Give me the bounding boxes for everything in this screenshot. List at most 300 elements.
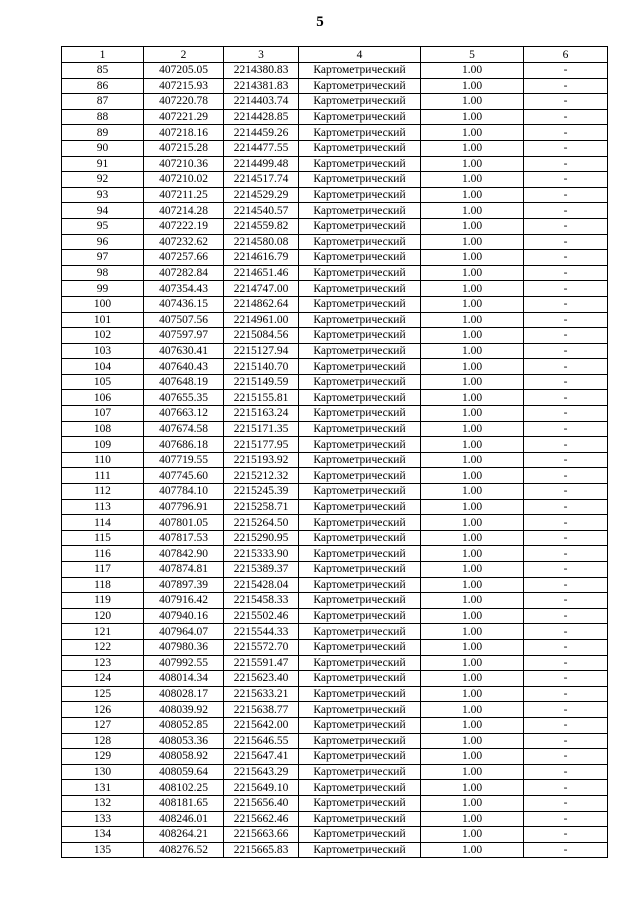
method-cell: Картометрический xyxy=(299,312,421,328)
accuracy-cell: 1.00 xyxy=(421,328,524,344)
note-cell: - xyxy=(524,312,608,328)
note-cell: - xyxy=(524,265,608,281)
method-cell: Картометрический xyxy=(299,421,421,437)
y-coordinate-cell: 2215646.55 xyxy=(224,733,299,749)
x-coordinate-cell: 407507.56 xyxy=(144,312,224,328)
accuracy-cell: 1.00 xyxy=(421,515,524,531)
y-coordinate-cell: 2214428.85 xyxy=(224,109,299,125)
x-coordinate-cell: 407801.05 xyxy=(144,515,224,531)
note-cell: - xyxy=(524,437,608,453)
table-row xyxy=(62,125,608,141)
point-number-cell: 107 xyxy=(62,406,144,422)
table-row xyxy=(62,140,608,156)
x-coordinate-cell: 407222.19 xyxy=(144,218,224,234)
x-coordinate-cell: 407648.19 xyxy=(144,374,224,390)
column-header: 2 xyxy=(144,47,224,63)
y-coordinate-cell: 2214559.82 xyxy=(224,218,299,234)
note-cell: - xyxy=(524,530,608,546)
x-coordinate-cell: 407221.29 xyxy=(144,109,224,125)
method-cell: Картометрический xyxy=(299,655,421,671)
accuracy-cell: 1.00 xyxy=(421,140,524,156)
point-number-cell: 128 xyxy=(62,733,144,749)
note-cell: - xyxy=(524,109,608,125)
x-coordinate-cell: 407630.41 xyxy=(144,343,224,359)
table-body xyxy=(62,63,608,858)
note-cell: - xyxy=(524,608,608,624)
point-number-cell: 85 xyxy=(62,63,144,79)
note-cell: - xyxy=(524,546,608,562)
x-coordinate-cell: 408039.92 xyxy=(144,702,224,718)
method-cell: Картометрический xyxy=(299,63,421,79)
table-row xyxy=(62,265,608,281)
y-coordinate-cell: 2215502.46 xyxy=(224,608,299,624)
y-coordinate-cell: 2215665.83 xyxy=(224,842,299,858)
point-number-cell: 87 xyxy=(62,94,144,110)
accuracy-cell: 1.00 xyxy=(421,187,524,203)
accuracy-cell: 1.00 xyxy=(421,296,524,312)
table-row xyxy=(62,842,608,858)
column-header: 1 xyxy=(62,47,144,63)
y-coordinate-cell: 2214529.29 xyxy=(224,187,299,203)
point-number-cell: 91 xyxy=(62,156,144,172)
method-cell: Картометрический xyxy=(299,359,421,375)
accuracy-cell: 1.00 xyxy=(421,94,524,110)
note-cell: - xyxy=(524,172,608,188)
method-cell: Картометрический xyxy=(299,577,421,593)
y-coordinate-cell: 2214961.00 xyxy=(224,312,299,328)
table-row xyxy=(62,296,608,312)
table-row xyxy=(62,749,608,765)
table-row xyxy=(62,639,608,655)
table-row xyxy=(62,234,608,250)
x-coordinate-cell: 407436.15 xyxy=(144,296,224,312)
point-number-cell: 95 xyxy=(62,218,144,234)
table-row xyxy=(62,624,608,640)
accuracy-cell: 1.00 xyxy=(421,218,524,234)
table-row xyxy=(62,530,608,546)
point-number-cell: 100 xyxy=(62,296,144,312)
point-number-cell: 88 xyxy=(62,109,144,125)
column-header: 5 xyxy=(421,47,524,63)
x-coordinate-cell: 407205.05 xyxy=(144,63,224,79)
point-number-cell: 124 xyxy=(62,671,144,687)
x-coordinate-cell: 408052.85 xyxy=(144,717,224,733)
note-cell: - xyxy=(524,733,608,749)
point-number-cell: 134 xyxy=(62,827,144,843)
note-cell: - xyxy=(524,795,608,811)
method-cell: Картометрический xyxy=(299,749,421,765)
note-cell: - xyxy=(524,749,608,765)
table-row xyxy=(62,156,608,172)
note-cell: - xyxy=(524,234,608,250)
method-cell: Картометрический xyxy=(299,639,421,655)
method-cell: Картометрический xyxy=(299,437,421,453)
method-cell: Картометрический xyxy=(299,795,421,811)
x-coordinate-cell: 407897.39 xyxy=(144,577,224,593)
accuracy-cell: 1.00 xyxy=(421,764,524,780)
x-coordinate-cell: 407354.43 xyxy=(144,281,224,297)
accuracy-cell: 1.00 xyxy=(421,842,524,858)
method-cell: Картометрический xyxy=(299,109,421,125)
accuracy-cell: 1.00 xyxy=(421,546,524,562)
accuracy-cell: 1.00 xyxy=(421,437,524,453)
x-coordinate-cell: 407686.18 xyxy=(144,437,224,453)
y-coordinate-cell: 2215649.10 xyxy=(224,780,299,796)
table-row xyxy=(62,109,608,125)
method-cell: Картометрический xyxy=(299,499,421,515)
accuracy-cell: 1.00 xyxy=(421,109,524,125)
table-row xyxy=(62,811,608,827)
table-row xyxy=(62,172,608,188)
y-coordinate-cell: 2215647.41 xyxy=(224,749,299,765)
x-coordinate-cell: 407796.91 xyxy=(144,499,224,515)
page-number: 5 xyxy=(316,14,324,30)
method-cell: Картометрический xyxy=(299,406,421,422)
note-cell: - xyxy=(524,842,608,858)
point-number-cell: 123 xyxy=(62,655,144,671)
point-number-cell: 101 xyxy=(62,312,144,328)
y-coordinate-cell: 2215149.59 xyxy=(224,374,299,390)
table-row xyxy=(62,312,608,328)
point-number-cell: 119 xyxy=(62,593,144,609)
column-header: 4 xyxy=(299,47,421,63)
point-number-cell: 116 xyxy=(62,546,144,562)
accuracy-cell: 1.00 xyxy=(421,63,524,79)
accuracy-cell: 1.00 xyxy=(421,608,524,624)
x-coordinate-cell: 407964.07 xyxy=(144,624,224,640)
method-cell: Картометрический xyxy=(299,546,421,562)
y-coordinate-cell: 2214403.74 xyxy=(224,94,299,110)
note-cell: - xyxy=(524,515,608,531)
note-cell: - xyxy=(524,468,608,484)
table-row xyxy=(62,218,608,234)
x-coordinate-cell: 407257.66 xyxy=(144,250,224,266)
x-coordinate-cell: 408264.21 xyxy=(144,827,224,843)
y-coordinate-cell: 2215171.35 xyxy=(224,421,299,437)
y-coordinate-cell: 2215258.71 xyxy=(224,499,299,515)
point-number-cell: 114 xyxy=(62,515,144,531)
point-number-cell: 105 xyxy=(62,374,144,390)
accuracy-cell: 1.00 xyxy=(421,671,524,687)
y-coordinate-cell: 2214616.79 xyxy=(224,250,299,266)
note-cell: - xyxy=(524,390,608,406)
accuracy-cell: 1.00 xyxy=(421,562,524,578)
method-cell: Картометрический xyxy=(299,780,421,796)
coordinates-table xyxy=(61,46,608,858)
x-coordinate-cell: 407215.93 xyxy=(144,78,224,94)
table-row xyxy=(62,499,608,515)
accuracy-cell: 1.00 xyxy=(421,827,524,843)
x-coordinate-cell: 407210.02 xyxy=(144,172,224,188)
y-coordinate-cell: 2215643.29 xyxy=(224,764,299,780)
note-cell: - xyxy=(524,78,608,94)
table-row xyxy=(62,359,608,375)
note-cell: - xyxy=(524,484,608,500)
table-row xyxy=(62,452,608,468)
method-cell: Картометрический xyxy=(299,686,421,702)
table-row xyxy=(62,608,608,624)
accuracy-cell: 1.00 xyxy=(421,624,524,640)
point-number-cell: 97 xyxy=(62,250,144,266)
table-row xyxy=(62,390,608,406)
x-coordinate-cell: 407655.35 xyxy=(144,390,224,406)
y-coordinate-cell: 2215656.40 xyxy=(224,795,299,811)
table-row xyxy=(62,577,608,593)
note-cell: - xyxy=(524,671,608,687)
point-number-cell: 98 xyxy=(62,265,144,281)
table-row xyxy=(62,94,608,110)
note-cell: - xyxy=(524,250,608,266)
method-cell: Картометрический xyxy=(299,717,421,733)
point-number-cell: 132 xyxy=(62,795,144,811)
accuracy-cell: 1.00 xyxy=(421,172,524,188)
point-number-cell: 129 xyxy=(62,749,144,765)
method-cell: Картометрический xyxy=(299,390,421,406)
table-row xyxy=(62,515,608,531)
y-coordinate-cell: 2215084.56 xyxy=(224,328,299,344)
note-cell: - xyxy=(524,374,608,390)
x-coordinate-cell: 408028.17 xyxy=(144,686,224,702)
x-coordinate-cell: 408014.34 xyxy=(144,671,224,687)
note-cell: - xyxy=(524,156,608,172)
method-cell: Картометрический xyxy=(299,250,421,266)
table-row xyxy=(62,686,608,702)
method-cell: Картометрический xyxy=(299,265,421,281)
x-coordinate-cell: 407842.90 xyxy=(144,546,224,562)
point-number-cell: 111 xyxy=(62,468,144,484)
table-row xyxy=(62,546,608,562)
y-coordinate-cell: 2214499.48 xyxy=(224,156,299,172)
note-cell: - xyxy=(524,281,608,297)
method-cell: Картометрический xyxy=(299,764,421,780)
y-coordinate-cell: 2215177.95 xyxy=(224,437,299,453)
point-number-cell: 92 xyxy=(62,172,144,188)
point-number-cell: 93 xyxy=(62,187,144,203)
method-cell: Картометрический xyxy=(299,203,421,219)
point-number-cell: 102 xyxy=(62,328,144,344)
y-coordinate-cell: 2215663.66 xyxy=(224,827,299,843)
accuracy-cell: 1.00 xyxy=(421,452,524,468)
table-row xyxy=(62,671,608,687)
method-cell: Картометрический xyxy=(299,468,421,484)
accuracy-cell: 1.00 xyxy=(421,749,524,765)
table-row xyxy=(62,468,608,484)
note-cell: - xyxy=(524,187,608,203)
y-coordinate-cell: 2214862.64 xyxy=(224,296,299,312)
y-coordinate-cell: 2215623.40 xyxy=(224,671,299,687)
point-number-cell: 127 xyxy=(62,717,144,733)
x-coordinate-cell: 407218.16 xyxy=(144,125,224,141)
point-number-cell: 131 xyxy=(62,780,144,796)
accuracy-cell: 1.00 xyxy=(421,780,524,796)
accuracy-cell: 1.00 xyxy=(421,312,524,328)
x-coordinate-cell: 407784.10 xyxy=(144,484,224,500)
accuracy-cell: 1.00 xyxy=(421,733,524,749)
method-cell: Картометрический xyxy=(299,671,421,687)
accuracy-cell: 1.00 xyxy=(421,686,524,702)
note-cell: - xyxy=(524,499,608,515)
method-cell: Картометрический xyxy=(299,593,421,609)
accuracy-cell: 1.00 xyxy=(421,795,524,811)
method-cell: Картометрический xyxy=(299,452,421,468)
x-coordinate-cell: 408246.01 xyxy=(144,811,224,827)
table-row xyxy=(62,78,608,94)
point-number-cell: 94 xyxy=(62,203,144,219)
y-coordinate-cell: 2215544.33 xyxy=(224,624,299,640)
x-coordinate-cell: 408102.25 xyxy=(144,780,224,796)
y-coordinate-cell: 2215633.21 xyxy=(224,686,299,702)
accuracy-cell: 1.00 xyxy=(421,390,524,406)
x-coordinate-cell: 408181.65 xyxy=(144,795,224,811)
x-coordinate-cell: 407817.53 xyxy=(144,530,224,546)
point-number-cell: 118 xyxy=(62,577,144,593)
y-coordinate-cell: 2214747.00 xyxy=(224,281,299,297)
point-number-cell: 108 xyxy=(62,421,144,437)
y-coordinate-cell: 2214380.83 xyxy=(224,63,299,79)
note-cell: - xyxy=(524,63,608,79)
note-cell: - xyxy=(524,406,608,422)
point-number-cell: 106 xyxy=(62,390,144,406)
x-coordinate-cell: 407992.55 xyxy=(144,655,224,671)
method-cell: Картометрический xyxy=(299,562,421,578)
x-coordinate-cell: 408058.92 xyxy=(144,749,224,765)
table-row xyxy=(62,374,608,390)
point-number-cell: 133 xyxy=(62,811,144,827)
point-number-cell: 86 xyxy=(62,78,144,94)
method-cell: Картометрический xyxy=(299,234,421,250)
point-number-cell: 135 xyxy=(62,842,144,858)
x-coordinate-cell: 408276.52 xyxy=(144,842,224,858)
y-coordinate-cell: 2215212.32 xyxy=(224,468,299,484)
table-row xyxy=(62,203,608,219)
x-coordinate-cell: 407597.97 xyxy=(144,328,224,344)
y-coordinate-cell: 2215290.95 xyxy=(224,530,299,546)
point-number-cell: 122 xyxy=(62,639,144,655)
table-row xyxy=(62,328,608,344)
note-cell: - xyxy=(524,343,608,359)
point-number-cell: 120 xyxy=(62,608,144,624)
x-coordinate-cell: 407674.58 xyxy=(144,421,224,437)
table-row xyxy=(62,250,608,266)
y-coordinate-cell: 2214517.74 xyxy=(224,172,299,188)
y-coordinate-cell: 2215333.90 xyxy=(224,546,299,562)
method-cell: Картометрический xyxy=(299,343,421,359)
point-number-cell: 110 xyxy=(62,452,144,468)
accuracy-cell: 1.00 xyxy=(421,234,524,250)
point-number-cell: 126 xyxy=(62,702,144,718)
note-cell: - xyxy=(524,296,608,312)
table-header-row xyxy=(62,47,608,63)
method-cell: Картометрический xyxy=(299,624,421,640)
y-coordinate-cell: 2215458.33 xyxy=(224,593,299,609)
x-coordinate-cell: 407719.55 xyxy=(144,452,224,468)
method-cell: Картометрический xyxy=(299,140,421,156)
x-coordinate-cell: 407940.16 xyxy=(144,608,224,624)
y-coordinate-cell: 2215389.37 xyxy=(224,562,299,578)
note-cell: - xyxy=(524,593,608,609)
table-row xyxy=(62,437,608,453)
point-number-cell: 112 xyxy=(62,484,144,500)
note-cell: - xyxy=(524,780,608,796)
table-row xyxy=(62,764,608,780)
point-number-cell: 96 xyxy=(62,234,144,250)
method-cell: Картометрический xyxy=(299,827,421,843)
y-coordinate-cell: 2215642.00 xyxy=(224,717,299,733)
y-coordinate-cell: 2215591.47 xyxy=(224,655,299,671)
accuracy-cell: 1.00 xyxy=(421,577,524,593)
accuracy-cell: 1.00 xyxy=(421,125,524,141)
accuracy-cell: 1.00 xyxy=(421,203,524,219)
y-coordinate-cell: 2214381.83 xyxy=(224,78,299,94)
y-coordinate-cell: 2214651.46 xyxy=(224,265,299,281)
method-cell: Картометрический xyxy=(299,733,421,749)
note-cell: - xyxy=(524,140,608,156)
table-row xyxy=(62,484,608,500)
method-cell: Картометрический xyxy=(299,530,421,546)
note-cell: - xyxy=(524,452,608,468)
note-cell: - xyxy=(524,125,608,141)
accuracy-cell: 1.00 xyxy=(421,281,524,297)
note-cell: - xyxy=(524,328,608,344)
accuracy-cell: 1.00 xyxy=(421,421,524,437)
x-coordinate-cell: 407220.78 xyxy=(144,94,224,110)
accuracy-cell: 1.00 xyxy=(421,265,524,281)
table-row xyxy=(62,281,608,297)
note-cell: - xyxy=(524,421,608,437)
y-coordinate-cell: 2215140.70 xyxy=(224,359,299,375)
note-cell: - xyxy=(524,94,608,110)
point-number-cell: 99 xyxy=(62,281,144,297)
method-cell: Картометрический xyxy=(299,281,421,297)
x-coordinate-cell: 407980.36 xyxy=(144,639,224,655)
column-header: 6 xyxy=(524,47,608,63)
x-coordinate-cell: 407874.81 xyxy=(144,562,224,578)
y-coordinate-cell: 2215155.81 xyxy=(224,390,299,406)
accuracy-cell: 1.00 xyxy=(421,374,524,390)
table-row xyxy=(62,780,608,796)
accuracy-cell: 1.00 xyxy=(421,468,524,484)
accuracy-cell: 1.00 xyxy=(421,702,524,718)
point-number-cell: 89 xyxy=(62,125,144,141)
accuracy-cell: 1.00 xyxy=(421,811,524,827)
method-cell: Картометрический xyxy=(299,172,421,188)
table-row xyxy=(62,717,608,733)
x-coordinate-cell: 407211.25 xyxy=(144,187,224,203)
table-row xyxy=(62,421,608,437)
accuracy-cell: 1.00 xyxy=(421,484,524,500)
note-cell: - xyxy=(524,655,608,671)
point-number-cell: 103 xyxy=(62,343,144,359)
accuracy-cell: 1.00 xyxy=(421,156,524,172)
method-cell: Картометрический xyxy=(299,842,421,858)
y-coordinate-cell: 2215127.94 xyxy=(224,343,299,359)
column-header: 3 xyxy=(224,47,299,63)
x-coordinate-cell: 408053.36 xyxy=(144,733,224,749)
accuracy-cell: 1.00 xyxy=(421,499,524,515)
table-row xyxy=(62,562,608,578)
y-coordinate-cell: 2215245.39 xyxy=(224,484,299,500)
accuracy-cell: 1.00 xyxy=(421,343,524,359)
method-cell: Картометрический xyxy=(299,125,421,141)
point-number-cell: 125 xyxy=(62,686,144,702)
note-cell: - xyxy=(524,624,608,640)
y-coordinate-cell: 2215163.24 xyxy=(224,406,299,422)
x-coordinate-cell: 407916.42 xyxy=(144,593,224,609)
y-coordinate-cell: 2215193.92 xyxy=(224,452,299,468)
x-coordinate-cell: 407214.28 xyxy=(144,203,224,219)
accuracy-cell: 1.00 xyxy=(421,359,524,375)
x-coordinate-cell: 408059.64 xyxy=(144,764,224,780)
